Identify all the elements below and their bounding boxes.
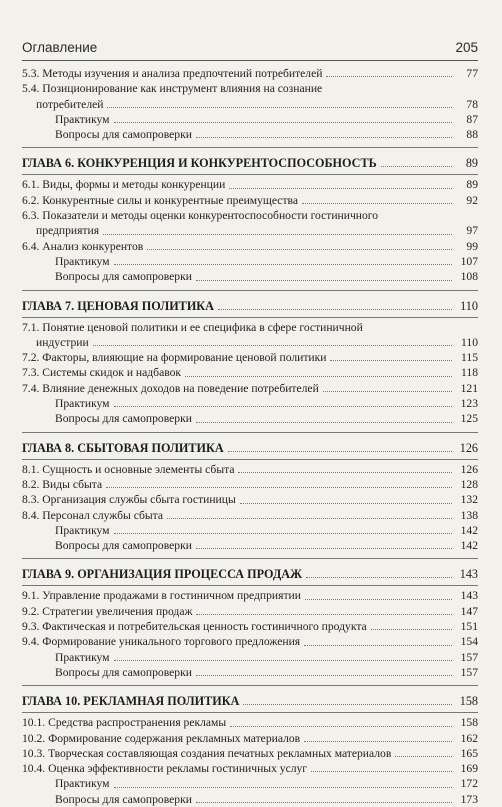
- toc-entry[interactable]: [22, 792, 478, 807]
- toc-entry-label: потребителей: [36, 97, 104, 111]
- chapter-page: 110: [460, 298, 478, 313]
- toc-entry-label: индустрии: [36, 335, 89, 349]
- dot-leader: [302, 203, 452, 204]
- chapter-rule: [22, 459, 478, 460]
- dot-leader: [240, 503, 452, 504]
- toc-entry-page: 173: [460, 792, 478, 806]
- toc-entry[interactable]: [22, 761, 478, 776]
- chapter-page: 126: [459, 440, 478, 455]
- toc-entry-page: 118: [461, 366, 478, 380]
- header-rule: [22, 60, 478, 61]
- chapter-heading[interactable]: [22, 692, 478, 710]
- chapter-rule: [22, 712, 478, 713]
- toc-entry-label: 10.4. Оценка эффективности рекламы гостиничных услуг: [22, 762, 308, 776]
- toc-entry-page: 125: [460, 412, 478, 426]
- toc-entry-page: 99: [466, 239, 478, 253]
- dot-leader: [196, 137, 452, 138]
- dot-leader: [311, 771, 452, 772]
- chapter-rule: [22, 585, 478, 586]
- toc-entry[interactable]: [22, 588, 478, 603]
- toc-entry-page: 87: [466, 112, 478, 126]
- dot-leader: [306, 577, 452, 578]
- toc-entry-page: 123: [460, 397, 478, 411]
- toc-entry-label: 8.3. Организация службы сбыта гостиницы: [22, 493, 236, 507]
- dot-leader: [196, 422, 452, 423]
- toc-entry-page: 92: [466, 193, 478, 207]
- dot-leader: [229, 188, 452, 189]
- toc-entry[interactable]: [22, 477, 478, 492]
- toc-entry-page: 77: [466, 67, 478, 80]
- toc-entry-page: 147: [460, 604, 478, 618]
- toc-entry[interactable]: [22, 492, 478, 507]
- chapter-page: 143: [459, 567, 478, 582]
- toc-entry[interactable]: [22, 538, 478, 553]
- chapter-heading[interactable]: [22, 297, 478, 315]
- toc-entry-label: Практикум: [55, 523, 110, 537]
- dot-leader: [218, 309, 452, 310]
- running-head-title: Оглавление: [22, 40, 98, 55]
- toc-entry[interactable]: [22, 523, 478, 538]
- toc-entry-continued: 5.4. Позиционирование как инструмент влияния на сознание: [22, 82, 323, 96]
- toc-entry[interactable]: [22, 350, 478, 365]
- toc-entry[interactable]: [22, 396, 478, 411]
- toc-entry-page: 157: [460, 665, 478, 679]
- toc-entry-page: 142: [460, 523, 478, 537]
- dot-leader: [196, 280, 452, 281]
- dot-leader: [114, 264, 452, 265]
- toc-entry-page: 107: [460, 254, 478, 268]
- toc-entry-label: 7.3. Системы скидок и надбавок: [22, 366, 182, 380]
- toc-entry-page: 121: [460, 381, 478, 395]
- toc-entry[interactable]: [22, 254, 478, 269]
- chapter-rule: [22, 290, 478, 291]
- dot-leader: [371, 629, 452, 630]
- toc-entry[interactable]: [22, 177, 478, 192]
- toc-entry-continued: 6.3. Показатели и методы оценки конкурентоспособности гостиничного: [22, 209, 379, 223]
- toc-entry-label: Вопросы для самопроверки: [55, 412, 192, 426]
- dot-leader: [305, 599, 452, 600]
- toc-entry[interactable]: [22, 746, 478, 761]
- toc-entry-label: 9.4. Формирование уникального торгового предложения: [22, 635, 301, 649]
- toc-entry-label: Вопросы для самопроверки: [55, 128, 192, 142]
- toc-entry-label: Вопросы для самопроверки: [55, 665, 192, 679]
- toc-entry-page: 78: [466, 97, 478, 111]
- toc-entry[interactable]: [22, 365, 478, 380]
- toc-entry-page: 158: [460, 716, 478, 730]
- toc-entry-label: 5.3. Методы изучения и анализа предпочтений потребителей: [22, 67, 323, 80]
- dot-leader: [304, 741, 452, 742]
- chapter-rule: [22, 174, 478, 175]
- chapter-title: ГЛАВА 10. РЕКЛАМНАЯ ПОЛИТИКА: [22, 694, 240, 709]
- toc-entry-page: 108: [460, 270, 478, 284]
- toc-entry-label: 8.2. Виды сбыта: [22, 477, 103, 491]
- dot-leader: [114, 122, 452, 123]
- running-head: [22, 40, 478, 55]
- toc-entry-label: 9.2. Стратегии увеличения продаж: [22, 604, 193, 618]
- dot-leader: [304, 645, 452, 646]
- dot-leader: [106, 487, 452, 488]
- toc-entry-label: 10.2. Формирование содержания рекламных материалов: [22, 731, 301, 745]
- chapter-page: 89: [465, 156, 478, 171]
- toc-entry[interactable]: [22, 335, 478, 350]
- toc-entry-label: Практикум: [55, 777, 110, 791]
- toc-entry[interactable]: [22, 634, 478, 649]
- dot-leader: [330, 360, 452, 361]
- toc-entry[interactable]: [22, 650, 478, 665]
- dot-leader: [185, 376, 452, 377]
- dot-leader: [196, 614, 452, 615]
- toc-entry-page: 154: [460, 635, 478, 649]
- dot-leader: [114, 533, 452, 534]
- toc-entry[interactable]: [22, 112, 478, 127]
- toc-entry[interactable]: [22, 462, 478, 477]
- toc-entry-page: 142: [460, 539, 478, 553]
- chapter-title: ГЛАВА 9. ОРГАНИЗАЦИЯ ПРОЦЕССА ПРОДАЖ: [22, 567, 303, 582]
- toc-entry-page: 143: [460, 589, 478, 603]
- dot-leader: [107, 107, 452, 108]
- toc-entry[interactable]: [22, 97, 478, 112]
- dot-leader: [238, 472, 452, 473]
- toc-entry[interactable]: [22, 776, 478, 791]
- toc-entry-label: 10.3. Творческая составляющая создания печатных рекламных материалов: [22, 746, 392, 760]
- dot-leader: [326, 76, 452, 77]
- toc-entry[interactable]: [22, 715, 478, 730]
- toc-entry[interactable]: [22, 269, 478, 284]
- dot-leader: [196, 802, 452, 803]
- dot-leader: [323, 391, 452, 392]
- toc-entry-page: 132: [460, 493, 478, 507]
- dot-leader: [114, 787, 452, 788]
- dot-leader: [228, 451, 452, 452]
- chapter-heading[interactable]: [22, 439, 478, 457]
- dot-leader: [147, 249, 452, 250]
- chapter-title: ГЛАВА 7. ЦЕНОВАЯ ПОЛИТИКА: [22, 298, 214, 313]
- chapter-rule: [22, 558, 478, 559]
- toc-entry-label: 8.4. Персонал службы сбыта: [22, 508, 164, 522]
- dot-leader: [196, 548, 452, 549]
- chapter-rule: [22, 685, 478, 686]
- chapter-rule: [22, 317, 478, 318]
- toc-entry-page: 115: [461, 351, 478, 365]
- toc-entry-page: 128: [460, 477, 478, 491]
- toc-entry-label: Практикум: [55, 650, 110, 664]
- toc-entry[interactable]: [22, 127, 478, 142]
- toc-entry-page: 151: [460, 620, 478, 634]
- toc-entry-label: Вопросы для самопроверки: [55, 270, 192, 284]
- toc-entry-label: 8.1. Сущность и основные элементы сбыта: [22, 462, 235, 476]
- toc-entry[interactable]: [22, 193, 478, 208]
- dot-leader: [395, 756, 452, 757]
- toc-entry-page: 138: [460, 508, 478, 522]
- chapter-rule: [22, 432, 478, 433]
- chapter-title: ГЛАВА 6. КОНКУРЕНЦИЯ И КОНКУРЕНТОСПОСОБНОСТЬ: [22, 156, 377, 171]
- table-of-contents: [22, 66, 478, 807]
- toc-entry[interactable]: [22, 66, 478, 81]
- toc-entry-label: 7.4. Влияние денежных доходов на поведение потребителей: [22, 381, 319, 395]
- dot-leader: [114, 406, 452, 407]
- toc-entry-label: 10.1. Средства распространения рекламы: [22, 716, 227, 730]
- toc-entry[interactable]: [22, 619, 478, 634]
- toc-entry-label: Практикум: [55, 254, 110, 268]
- toc-entry-page: 157: [460, 650, 478, 664]
- toc-entry-label: 7.2. Факторы, влияющие на формирование ценовой политики: [22, 351, 327, 365]
- toc-entry-page: 165: [460, 746, 478, 760]
- toc-entry[interactable]: [22, 411, 478, 426]
- chapter-title: ГЛАВА 8. СБЫТОВАЯ ПОЛИТИКА: [22, 440, 224, 455]
- toc-entry-label: 6.4. Анализ конкурентов: [22, 239, 144, 253]
- toc-entry-label: 6.1. Виды, формы и методы конкуренции: [22, 178, 226, 192]
- chapter-rule: [22, 147, 478, 148]
- toc-entry-label: Практикум: [55, 397, 110, 411]
- dot-leader: [93, 345, 452, 346]
- toc-entry-page: 162: [460, 731, 478, 745]
- toc-entry-page: 169: [460, 762, 478, 776]
- toc-entry[interactable]: [22, 665, 478, 680]
- toc-entry-page: 110: [461, 335, 478, 349]
- toc-entry-label: предприятия: [36, 224, 100, 238]
- toc-entry-page: 172: [460, 777, 478, 791]
- toc-entry[interactable]: [22, 381, 478, 396]
- dot-leader: [103, 234, 452, 235]
- toc-entry-label: 9.3. Фактическая и потребительская ценность гостиничного продукта: [22, 620, 367, 634]
- toc-entry-continued: 7.1. Понятие ценовой политики и ее специфика в сфере гостиничной: [22, 320, 363, 334]
- toc-entry[interactable]: [22, 239, 478, 254]
- chapter-heading[interactable]: [22, 565, 478, 583]
- toc-entry[interactable]: [22, 731, 478, 746]
- toc-entry-label: Вопросы для самопроверки: [55, 539, 192, 553]
- toc-entry-page: 88: [466, 128, 478, 142]
- toc-entry-page: 126: [460, 462, 478, 476]
- toc-entry-page: 97: [466, 224, 478, 238]
- toc-entry-label: Вопросы для самопроверки: [55, 792, 192, 806]
- toc-entry[interactable]: [22, 508, 478, 523]
- dot-leader: [243, 704, 452, 705]
- dot-leader: [167, 518, 452, 519]
- toc-entry-page: 89: [466, 178, 478, 192]
- chapter-page: 158: [459, 694, 478, 709]
- dot-leader: [114, 660, 452, 661]
- toc-entry[interactable]: [22, 604, 478, 619]
- dot-leader: [196, 675, 452, 676]
- toc-entry[interactable]: [22, 223, 478, 238]
- dot-leader: [381, 166, 452, 167]
- page-number: 205: [455, 40, 478, 55]
- chapter-heading[interactable]: [22, 154, 478, 172]
- toc-entry-label: 6.2. Конкурентные силы и конкурентные преимущества: [22, 193, 298, 207]
- toc-entry-label: Практикум: [55, 112, 110, 126]
- toc-entry-label: 9.1. Управление продажами в гостиничном предприятии: [22, 589, 301, 603]
- dot-leader: [230, 726, 452, 727]
